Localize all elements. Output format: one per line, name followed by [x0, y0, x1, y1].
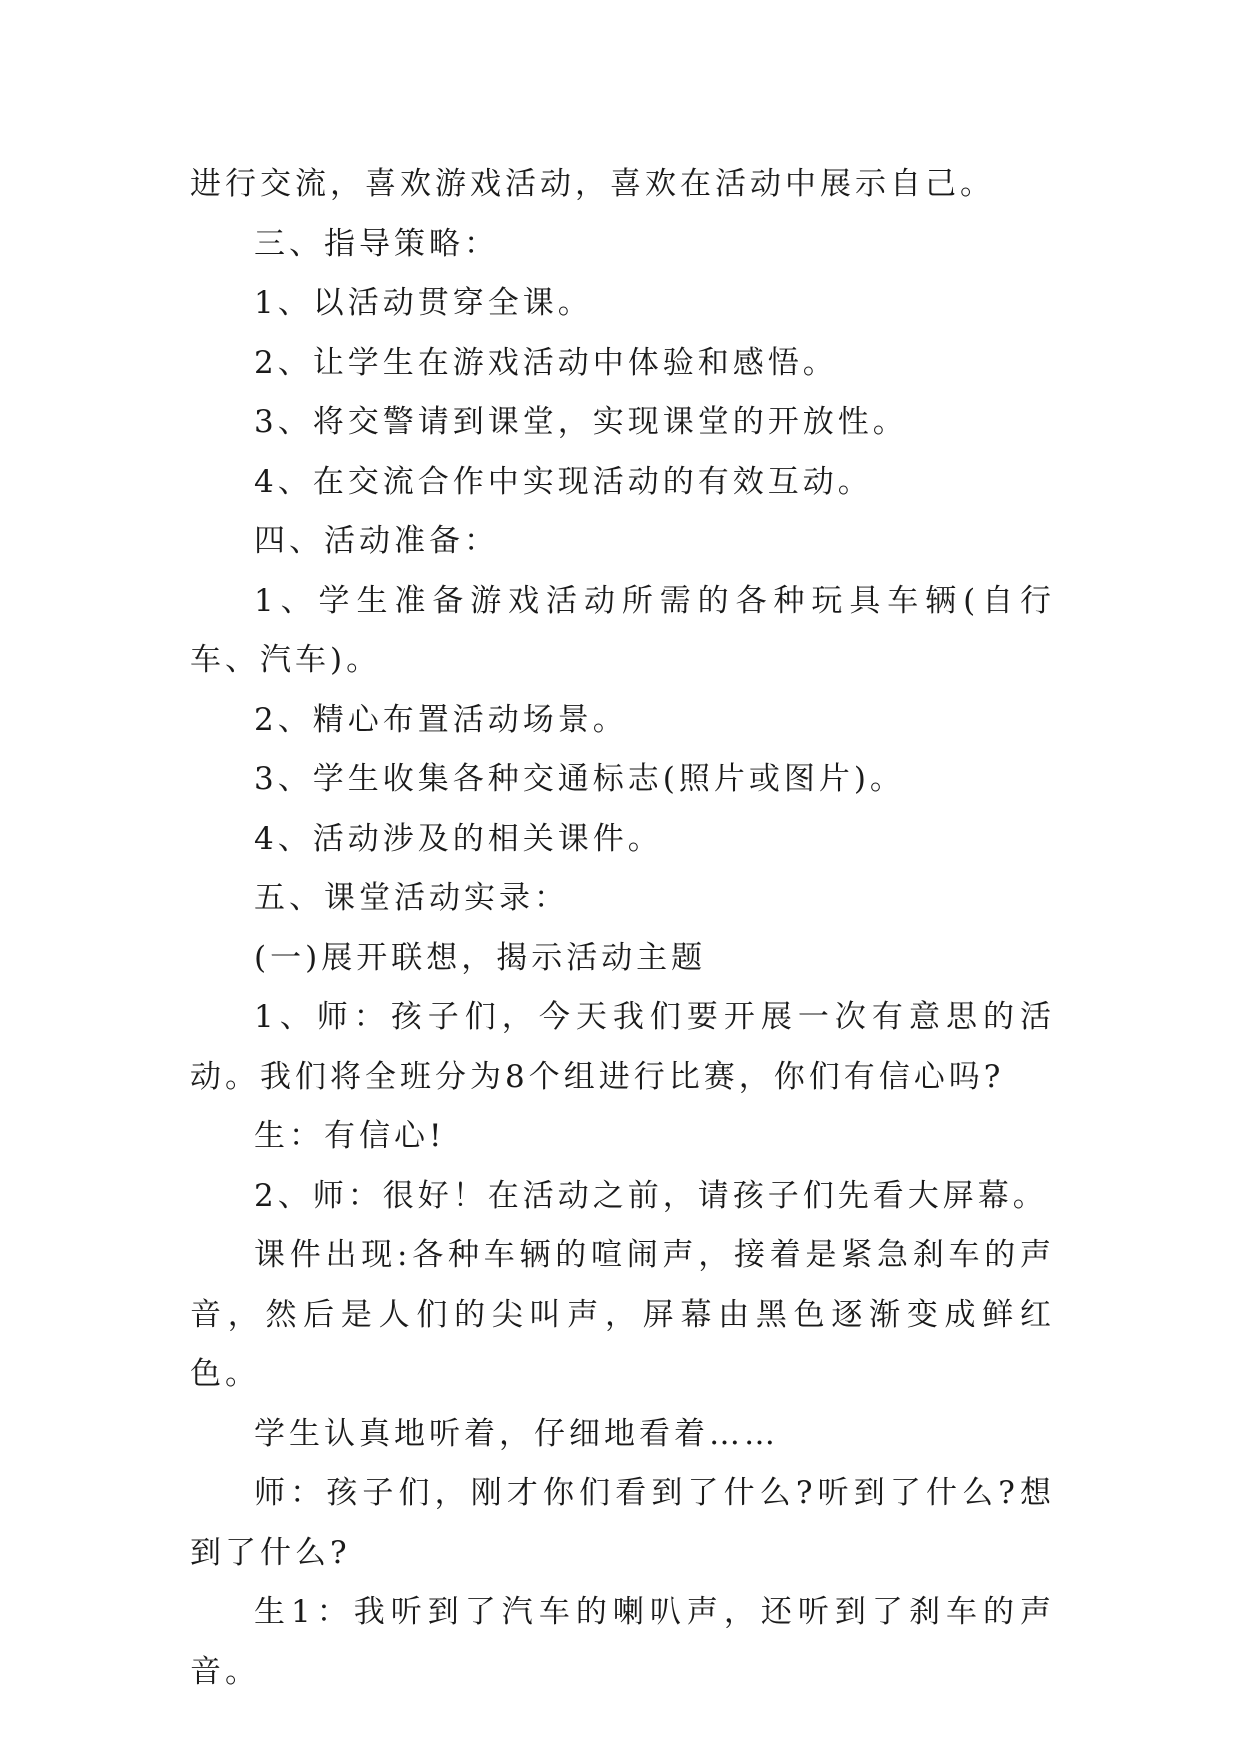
- list-item: 3、将交警请到课堂，实现课堂的开放性。: [254, 404, 908, 440]
- section-heading: 四、活动准备：: [254, 523, 499, 559]
- list-item: 2、让学生在游戏活动中体验和感悟。: [254, 344, 838, 381]
- list-item: 3、学生收集各种交通标志(照片或图片)。: [254, 761, 905, 797]
- paragraph: 进行交流，喜欢游戏活动，喜欢在活动中展示自己。: [190, 166, 995, 202]
- subsection-heading: (一)展开联想，揭示活动主题: [254, 939, 707, 976]
- paragraph: 师：孩子们，刚才你们看到了什么?听到了什么?想到了什么?: [190, 1475, 1055, 1571]
- document-body: [190, 155, 1055, 1702]
- list-item: 2、精心布置活动场景。: [254, 701, 628, 738]
- section-heading: 三、指导策略：: [254, 225, 499, 262]
- paragraph: 课件出现:各种车辆的喧闹声，接着是紧急刹车的声音，然后是人们的尖叫声，屏幕由黑色逐渐变成鲜红色。: [190, 1237, 1055, 1392]
- list-item: 4、活动涉及的相关课件。: [254, 820, 663, 857]
- list-item: 1、以活动贯穿全课。: [254, 285, 593, 321]
- section-heading: 五、课堂活动实录：: [254, 880, 569, 916]
- paragraph: 1、师：孩子们，今天我们要开展一次有意思的活动。我们将全班分为8个组进行比赛，你们有信心吗?: [190, 999, 1055, 1095]
- list-item: 1、学生准备游戏活动所需的各种玩具车辆(自行车、汽车)。: [190, 582, 1055, 678]
- list-item: 4、在交流合作中实现活动的有效互动。: [254, 463, 873, 500]
- paragraph: 生：有信心!: [254, 1118, 446, 1154]
- paragraph: 学生认真地听着，仔细地看着……: [254, 1415, 779, 1452]
- paragraph: 2、师：很好！在活动之前，请孩子们先看大屏幕。: [254, 1177, 1048, 1214]
- paragraph: 生1：我听到了汽车的喇叭声，还听到了刹车的声音。: [190, 1594, 1055, 1690]
